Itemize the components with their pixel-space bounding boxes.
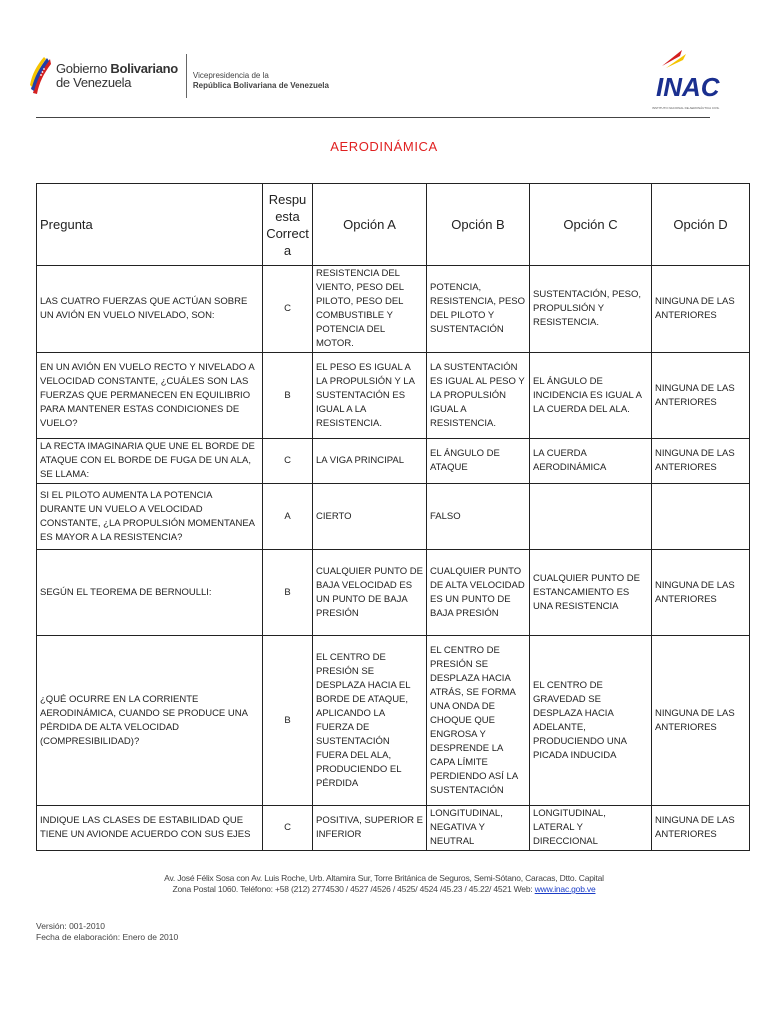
option-d-cell: NINGUNA DE LAS ANTERIORES <box>652 636 750 806</box>
table-row <box>37 636 750 806</box>
government-name <box>56 62 178 90</box>
header-pregunta: Pregunta <box>37 184 263 266</box>
option-b-cell: LONGITUDINAL, NEGATIVA Y NEUTRAL <box>427 806 530 851</box>
answer-cell: B <box>263 550 313 636</box>
website-link[interactable]: www.inac.gob.ve <box>534 884 596 894</box>
option-c-cell: LA CUERDA AERODINÁMICA <box>530 439 652 484</box>
vice-line2: República Bolivariana de Venezuela <box>192 81 329 90</box>
header-rule <box>36 117 710 118</box>
question-cell: EN UN AVIÓN EN VUELO RECTO Y NIVELADO A VELOCIDAD CONSTANTE, ¿CUÁLES SON LAS FUERZAS QUE PERMANECEN EN EQUILIBRIO PARA MANTENER ESTAS CONDICIONES DE VUELO? <box>37 353 263 439</box>
option-b-cell: EL ÁNGULO DE ATAQUE <box>427 439 530 484</box>
answer-cell: C <box>263 266 313 353</box>
gov-name-line1: Gobierno <box>56 61 111 76</box>
header-opcion-a: Opción A <box>313 184 427 266</box>
inac-tagline: INSTITUTO NACIONAL DE AERONÁUTICA CIVIL <box>652 106 720 110</box>
document-title: AERODINÁMICA <box>330 139 438 154</box>
option-a-cell: POSITIVA, SUPERIOR E INFERIOR <box>313 806 427 851</box>
option-a-cell: LA VIGA PRINCIPAL <box>313 439 427 484</box>
gov-name-line1-bold: Bolivariano <box>110 61 178 76</box>
page-header <box>0 0 768 118</box>
table-row <box>37 353 750 439</box>
option-b-cell: EL CENTRO DE PRESIÓN SE DESPLAZA HACIA ATRÁS, SE FORMA UNA ONDA DE CHOQUE QUE ENGROSA Y DESPRENDE LA CAPA LÍMITE PERDIENDO ASÍ LA SUSTENTACIÓN <box>427 636 530 806</box>
table-row <box>37 806 750 851</box>
answer-cell: C <box>263 806 313 851</box>
header-respuesta: Respuesta Correcta <box>263 184 313 266</box>
header-opcion-c: Opción C <box>530 184 652 266</box>
option-d-cell: NINGUNA DE LAS ANTERIORES <box>652 439 750 484</box>
option-b-cell: LA SUSTENTACIÓN ES IGUAL AL PESO Y LA PROPULSIÓN IGUAL A RESISTENCIA. <box>427 353 530 439</box>
option-a-cell: RESISTENCIA DEL VIENTO, PESO DEL PILOTO, PESO DEL COMBUSTIBLE Y POTENCIA DEL MOTOR. <box>313 266 427 353</box>
option-a-cell: EL PESO ES IGUAL A LA PROPULSIÓN Y LA SUSTENTACIÓN ES IGUAL A LA RESISTENCIA. <box>313 353 427 439</box>
table-header-row <box>37 184 750 266</box>
answer-cell: A <box>263 484 313 550</box>
option-c-cell <box>530 484 652 550</box>
question-cell: INDIQUE LAS CLASES DE ESTABILIDAD QUE TIENE UN AVIONDE ACUERDO CON SUS EJES <box>37 806 263 851</box>
option-a-cell: CIERTO <box>313 484 427 550</box>
address-line2: Zona Postal 1060. Teléfono: +58 (212) 2774530 / 4527 /4526 / 4525/ 4524 /45.23 / 45.22/ 4521 Web: <box>172 884 535 894</box>
question-cell: LA RECTA IMAGINARIA QUE UNE EL BORDE DE ATAQUE CON EL BORDE DE FUGA DE UN ALA, SE LLAMA: <box>37 439 263 484</box>
option-d-cell: NINGUNA DE LAS ANTERIORES <box>652 266 750 353</box>
gov-name-line2: de Venezuela <box>56 75 132 90</box>
questions-table <box>36 183 750 851</box>
inac-logo-text: INAC <box>656 72 720 102</box>
answer-cell: B <box>263 636 313 806</box>
option-c-cell: SUSTENTACIÓN, PESO, PROPULSIÓN Y RESISTENCIA. <box>530 266 652 353</box>
date-text: Fecha de elaboración: Enero de 2010 <box>36 932 179 942</box>
answer-cell: C <box>263 439 313 484</box>
question-cell: SEGÚN EL TEOREMA DE BERNOULLI: <box>37 550 263 636</box>
option-d-cell <box>652 484 750 550</box>
option-a-cell: EL CENTRO DE PRESIÓN SE DESPLAZA HACIA EL BORDE DE ATAQUE, APLICANDO LA FUERZA DE SUSTENTACIÓN FUERA DEL ALA, PRODUCIENDO EL PÉRDIDA <box>313 636 427 806</box>
option-d-cell: NINGUNA DE LAS ANTERIORES <box>652 550 750 636</box>
question-cell: SI EL PILOTO AUMENTA LA POTENCIA DURANTE UN VUELO A VELOCIDAD CONSTANTE, ¿LA PROPULSIÓN MOMENTANEA ES MAYOR A LA RESISTENCIA? <box>37 484 263 550</box>
option-c-cell: LONGITUDINAL, LATERAL Y DIRECCIONAL <box>530 806 652 851</box>
option-c-cell: EL ÁNGULO DE INCIDENCIA ES IGUAL A LA CUERDA DEL ALA. <box>530 353 652 439</box>
question-cell: ¿QUÉ OCURRE EN LA CORRIENTE AERODINÁMICA, CUANDO SE PRODUCE UNA PÉRDIDA DE ALTA VELOCIDAD (COMPRESIBILIDAD)? <box>37 636 263 806</box>
footer-address <box>0 873 768 895</box>
option-d-cell: NINGUNA DE LAS ANTERIORES <box>652 806 750 851</box>
option-b-cell: FALSO <box>427 484 530 550</box>
venezuela-flag-icon <box>30 55 52 97</box>
vicepresidency-name <box>193 71 329 91</box>
vice-line1: Vicepresidencia de la <box>192 71 269 80</box>
header-opcion-d: Opción D <box>652 184 750 266</box>
option-d-cell: NINGUNA DE LAS ANTERIORES <box>652 353 750 439</box>
table-row <box>37 439 750 484</box>
table-row <box>37 550 750 636</box>
question-cell: LAS CUATRO FUERZAS QUE ACTÚAN SOBRE UN AVIÓN EN VUELO NIVELADO, SON: <box>37 266 263 353</box>
option-b-cell: CUALQUIER PUNTO DE ALTA VELOCIDAD ES UN PUNTO DE BAJA PRESIÓN <box>427 550 530 636</box>
government-logo <box>30 52 329 100</box>
version-text: Versión: 001-2010 <box>36 921 105 931</box>
table-row <box>37 266 750 353</box>
header-opcion-b: Opción B <box>427 184 530 266</box>
inac-logo-icon <box>652 46 720 106</box>
option-c-cell: EL CENTRO DE GRAVEDAD SE DESPLAZA HACIA ADELANTE, PRODUCIENDO UNA PICADA INDUCIDA <box>530 636 652 806</box>
option-c-cell: CUALQUIER PUNTO DE ESTANCAMIENTO ES UNA RESISTENCIA <box>530 550 652 636</box>
document-meta <box>36 921 178 943</box>
option-a-cell: CUALQUIER PUNTO DE BAJA VELOCIDAD ES UN PUNTO DE BAJA PRESIÓN <box>313 550 427 636</box>
logo-divider <box>186 54 187 98</box>
address-line1: Av. José Félix Sosa con Av. Luis Roche, Urb. Altamira Sur, Torre Británica de Seguros, Semi-Sótano, Caracas, Dtto. Capital <box>164 873 604 883</box>
option-b-cell: POTENCIA, RESISTENCIA, PESO DEL PILOTO Y SUSTENTACIÓN <box>427 266 530 353</box>
table-row <box>37 484 750 550</box>
answer-cell: B <box>263 353 313 439</box>
